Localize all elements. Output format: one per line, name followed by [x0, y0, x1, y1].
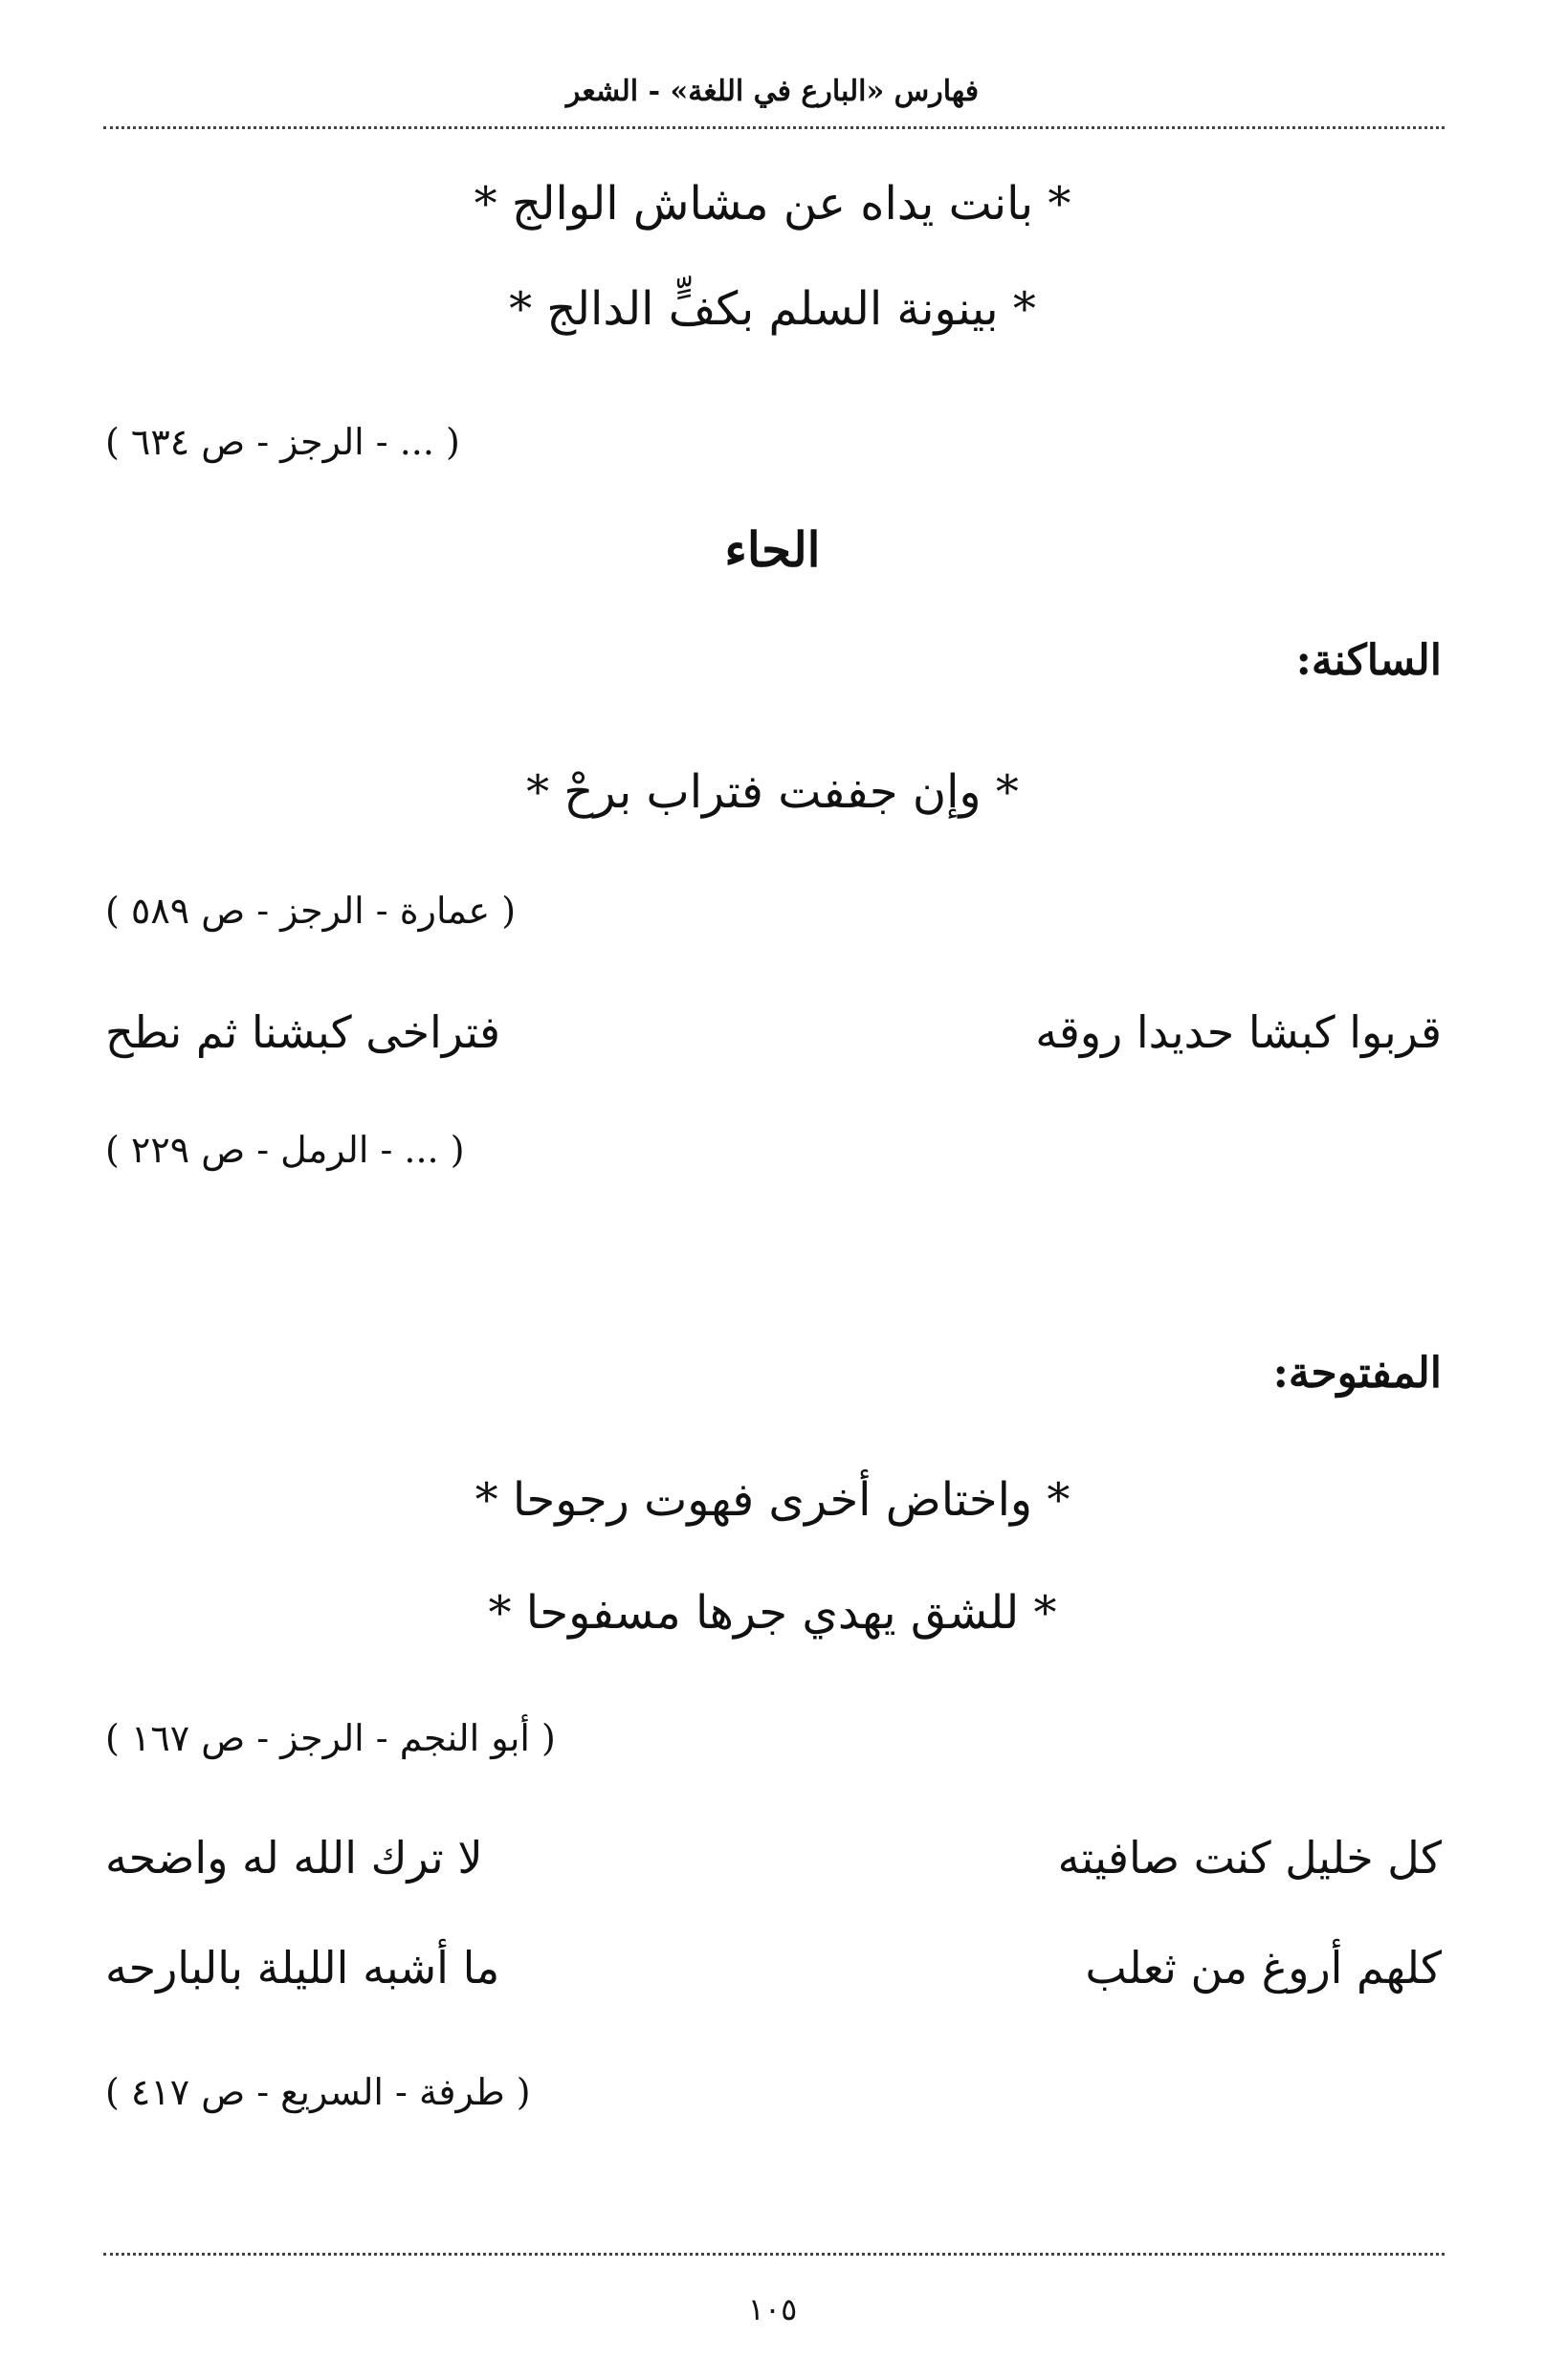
verse-first-hemistich: قربوا كبشا حديدا روقه	[1035, 1006, 1442, 1058]
hemistich: * واختاض أخرى فهوت رجوحا *	[475, 1473, 1070, 1527]
citation: ( ... - الرجز - ص ٦٣٤ )	[105, 421, 460, 463]
citation: ( عمارة - الرجز - ص ٥٨٩ )	[105, 890, 517, 932]
running-head: فهارس «البارع في اللغة» - الشعر	[565, 75, 980, 108]
section-heading: المفتوحة:	[1272, 1349, 1442, 1398]
verse-second-hemistich: ما أشبه الليلة بالبارحه	[105, 1942, 500, 1994]
header-rule	[103, 126, 1445, 129]
citation: ( أبو النجم - الرجز - ص ١٦٧ )	[105, 1717, 556, 1759]
verse-first-hemistich: كلهم أروغ من ثعلب	[1085, 1942, 1442, 1994]
verse-first-hemistich: كل خليل كنت صافيته	[1057, 1832, 1442, 1884]
hemistich: * بينونة السلم بكفٍّ الدالج *	[509, 282, 1036, 336]
verse-second-hemistich: فتراخى كبشنا ثم نطح	[105, 1006, 501, 1058]
footer-rule	[103, 2253, 1445, 2256]
citation: ( ... - الرمل - ص ٢٢٩ )	[105, 1129, 465, 1171]
verse-second-hemistich: لا ترك الله له واضحه	[105, 1832, 483, 1884]
page-number: ١٠٥	[747, 2291, 798, 2327]
section-heading: الساكنة:	[1295, 636, 1442, 685]
hemistich: * للشق يهدي جرها مسفوحا *	[488, 1586, 1057, 1640]
hemistich: * وإن جففت فتراب برحْ *	[526, 765, 1019, 819]
hemistich: * بانت يداه عن مشاش الوالج *	[474, 177, 1071, 231]
chapter-heading: الحاء	[724, 521, 821, 578]
citation: ( طرفة - السريع - ص ٤١٧ )	[105, 2071, 531, 2113]
